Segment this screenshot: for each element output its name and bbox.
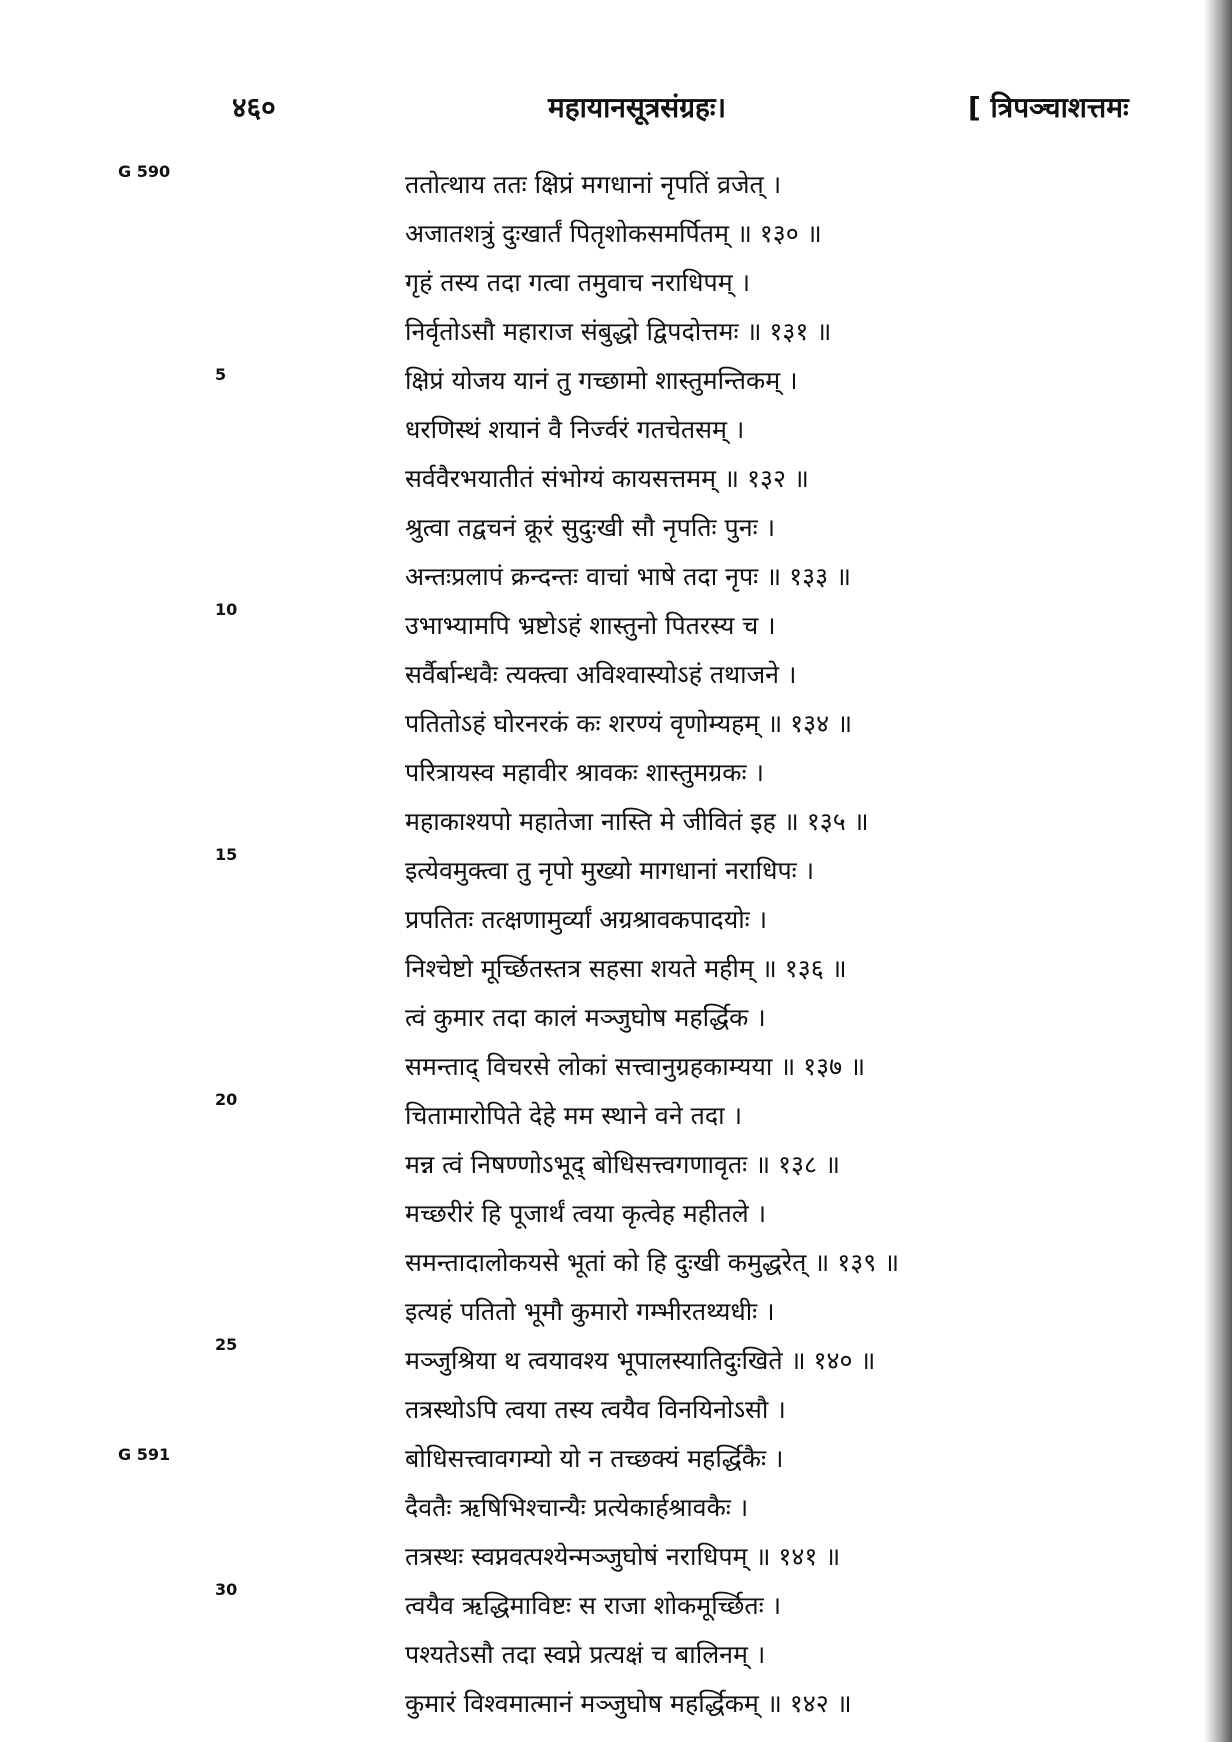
verse-line: निश्चेष्टो मूर्च्छितस्तत्र सहसा शयते महीम् ॥ १३६ ॥: [405, 954, 847, 983]
verse-line: तत्रस्थः स्वप्नवत्पश्येन्मञ्जुघोषं नराधिपम् ॥ १४१ ॥: [405, 1542, 841, 1571]
section-title: [ त्रिपञ्चाशत्तमः: [968, 91, 1129, 124]
verse-line: अजातशत्रुं दुःखार्तं पितृशोकसमर्पितम् ॥ १३० ॥: [405, 219, 822, 248]
verse-line: समन्ताद् विचरसे लोकां सत्त्वानुग्रहकाम्यया ॥ १३७ ॥: [405, 1052, 866, 1081]
verse-line: तत्रस्थोऽपि त्वया तस्य त्वयैव विनयिनोऽसौ ।: [405, 1395, 786, 1424]
verse-line: श्रुत्वा तद्वचनं क्रूरं सुदुःखी सौ नृपतिः पुनः ।: [405, 513, 776, 542]
page-edge-shadow: [1204, 0, 1232, 1742]
verse-line: मञ्जुश्रिया थ त्वयावश्य भूपालस्यातिदुःखिते ॥ १४० ॥: [405, 1346, 876, 1375]
line-number: 30: [215, 1580, 238, 1599]
verse-line: प्रपतितः तत्क्षणामुर्व्यां अग्रश्रावकपादयोः ।: [405, 905, 768, 934]
line-number: 15: [215, 845, 238, 864]
line-number: 10: [215, 600, 238, 619]
verse-line: परित्रायस्व महावीर श्रावकः शास्तुमग्रकः ।: [405, 758, 764, 787]
verse-line: पतितोऽहं घोरनरकं कः शरण्यं वृणोम्यहम् ॥ १३४ ॥: [405, 709, 853, 738]
verse-line: अन्तःप्रलापं क्रन्दन्तः वाचां भाषे तदा नृपः ॥ १३३ ॥: [405, 562, 852, 591]
verse-line: समन्तादालोकयसे भूतां को हि दुःखी कमुद्धरेत् ॥ १३९ ॥: [405, 1248, 900, 1277]
verse-line: बोधिसत्त्वावगम्यो यो न तच्छक्यं महर्द्धिकैः ।: [405, 1444, 784, 1473]
verse-line: इत्यहं पतितो भूमौ कुमारो गम्भीरतथ्यधीः ।: [405, 1297, 775, 1326]
line-number: 25: [215, 1335, 238, 1354]
verse-line: उभाभ्यामपि भ्रष्टोऽहं शास्तुनो पितरस्य च ।: [405, 611, 776, 640]
verse-line: क्षिप्रं योजय यानं तु गच्छामो शास्तुमन्तिकम् ।: [405, 366, 798, 395]
verse-line: पश्यतेऽसौ तदा स्वप्ने प्रत्यक्षं च बालिनम् ।: [405, 1640, 766, 1669]
verse-text-block: [405, 160, 1025, 1728]
gilgit-folio-ref: G 590: [118, 162, 171, 181]
line-number: 20: [215, 1090, 238, 1109]
verse-line: त्वं कुमार तदा कालं मञ्जुघोष महर्द्धिक ।: [405, 1003, 766, 1032]
running-title: महायानसूत्रसंग्रहः।: [548, 91, 727, 124]
verse-line: सर्वैर्बान्धवैः त्यक्त्वा अविश्वास्योऽहं तथाजने ।: [405, 660, 797, 689]
verse-line: कुमारं विश्वमात्मानं मञ्जुघोष महर्द्धिकम् ॥ १४२ ॥: [405, 1689, 852, 1718]
verse-line: मच्छरीरं हि पूजार्थं त्वया कृत्वेह महीतले ।: [405, 1199, 767, 1228]
verse-line: सर्ववैरभयातीतं संभोग्यं कायसत्तमम् ॥ १३२ ॥: [405, 464, 809, 493]
verse-line: इत्येवमुक्त्वा तु नृपो मुख्यो मागधानां नराधिपः ।: [405, 856, 815, 885]
line-number: 5: [215, 365, 227, 384]
verse-line: मन्न त्वं निषण्णोऽभूद् बोधिसत्त्वगणावृतः ॥ १३८ ॥: [405, 1150, 840, 1179]
page-header: [0, 88, 1232, 128]
verse-line: गृहं तस्य तदा गत्वा तमुवाच नराधिपम् ।: [405, 268, 751, 297]
verse-line: त्वयैव ऋद्धिमाविष्टः स राजा शोकमूर्च्छितः ।: [405, 1591, 782, 1620]
verse-line: ततोत्थाय ततः क्षिप्रं मगधानां नृपतिं व्रजेत् ।: [405, 170, 782, 199]
verse-line: दैवतैः ऋषिभिश्चान्यैः प्रत्येकार्हश्रावकैः ।: [405, 1493, 749, 1522]
gilgit-folio-ref: G 591: [118, 1445, 171, 1464]
verse-line: चितामारोपिते देहे मम स्थाने वने तदा ।: [405, 1101, 743, 1130]
verse-line: महाकाश्यपो महातेजा नास्ति मे जीवितं इह ॥ १३५ ॥: [405, 807, 869, 836]
page-number: ४६०: [232, 91, 276, 124]
verse-line: धरणिस्थं शयानं वै निर्ज्वरं गतचेतसम् ।: [405, 415, 745, 444]
verse-line: निर्वृतोऽसौ महाराज संबुद्धो द्विपदोत्तमः ॥ १३१ ॥: [405, 317, 832, 346]
